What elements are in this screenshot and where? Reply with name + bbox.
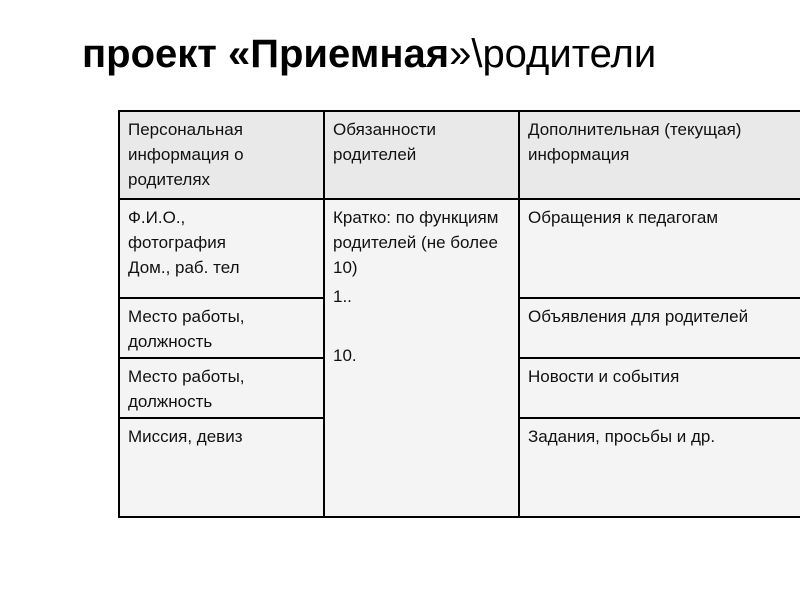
table-header-row (119, 111, 800, 199)
cell-personal: Место работы, должность (119, 298, 324, 358)
cell-parent-duties (324, 199, 519, 517)
duties-intro: Кратко: по функциям родителей (не более 10) (333, 208, 499, 277)
duties-first-item: 1.. (333, 287, 352, 306)
header-personal-info: Персональная информация о родителях (119, 111, 324, 199)
personal-line: Ф.И.О., (128, 208, 186, 227)
cell-personal: Место работы, должность (119, 358, 324, 418)
cell-additional: Объявления для родителей (519, 298, 800, 358)
table-row (119, 199, 800, 298)
page-title (82, 28, 656, 80)
parent-info-table (118, 110, 800, 518)
cell-personal (119, 199, 324, 298)
title-bold-part: проект «Приемная (82, 32, 450, 76)
header-additional-info: Дополнительная (текущая) информация (519, 111, 800, 199)
personal-line: Дом., раб. тел (128, 258, 240, 277)
personal-line: фотография (128, 233, 226, 252)
cell-additional: Задания, просьбы и др. (519, 418, 800, 517)
cell-additional: Новости и события (519, 358, 800, 418)
cell-additional: Обращения к педагогам (519, 199, 800, 298)
duties-last-item: 10. (333, 346, 357, 365)
header-parent-duties: Обязанности родителей (324, 111, 519, 199)
cell-personal: Миссия, девиз (119, 418, 324, 517)
title-regular-part: »\родители (449, 32, 657, 76)
